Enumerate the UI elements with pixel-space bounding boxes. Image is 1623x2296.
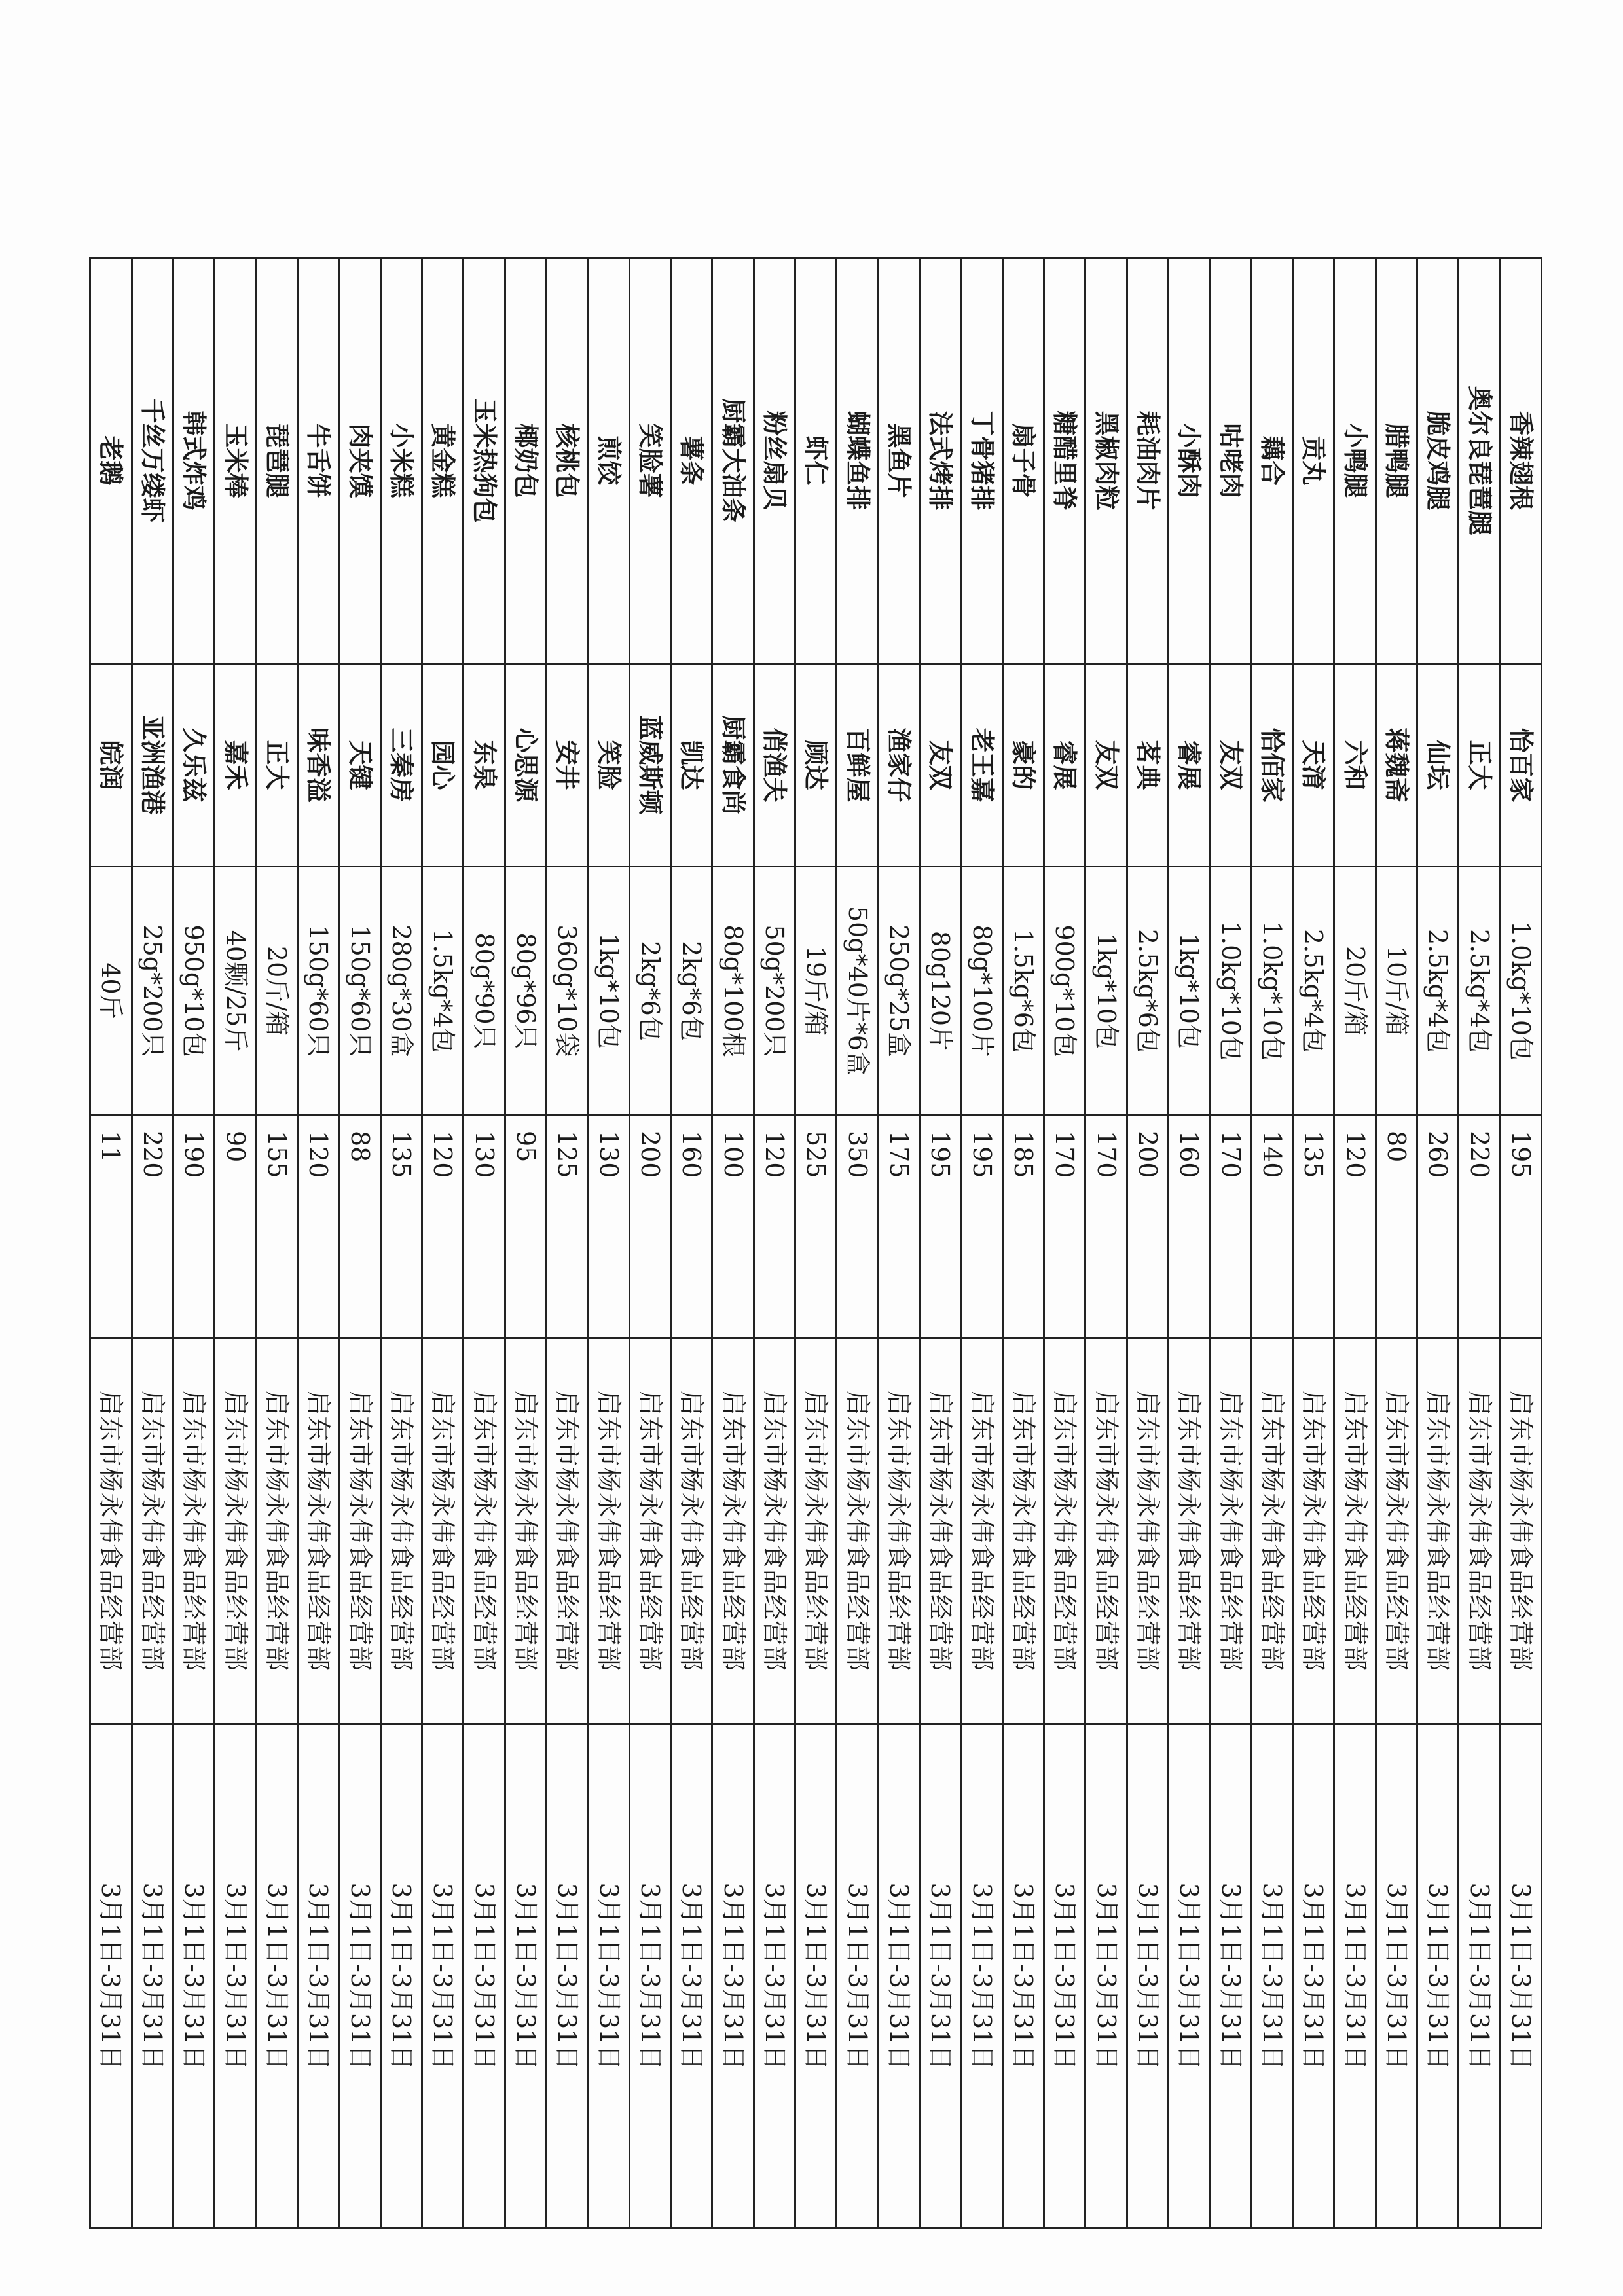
spec-cell: 2kg*6包 [629, 867, 670, 1116]
spec-cell: 1kg*10包 [588, 867, 629, 1116]
product-name-cell: 黑鱼片 [878, 258, 919, 664]
period-cell: 3月1日-3月31日 [1127, 1724, 1168, 2229]
product-name-cell: 丁骨猪排 [961, 258, 1002, 664]
product-name-cell: 厨霸大油条 [712, 258, 754, 664]
spec-cell: 50g*200只 [754, 867, 795, 1116]
seller-cell: 启东市杨永伟食品经营部 [1417, 1338, 1459, 1724]
table-row [132, 258, 173, 2229]
price-cell: 185 [1002, 1116, 1044, 1338]
seller-cell: 启东市杨永伟食品经营部 [878, 1338, 919, 1724]
table-row [1044, 258, 1085, 2229]
price-cell: 160 [671, 1116, 712, 1338]
seller-cell: 启东市杨永伟食品经营部 [1293, 1338, 1334, 1724]
brand-cell: 百鲜屋 [837, 664, 878, 867]
table-row [629, 258, 670, 2229]
seller-cell: 启东市杨永伟食品经营部 [712, 1338, 754, 1724]
brand-cell: 亚洲渔港 [132, 664, 173, 867]
spec-cell: 80g*96只 [505, 867, 546, 1116]
period-cell: 3月1日-3月31日 [298, 1724, 339, 2229]
product-name-cell: 脆皮鸡腿 [1417, 258, 1459, 664]
spec-cell: 50g*40片*6盒 [837, 867, 878, 1116]
price-cell: 80 [1376, 1116, 1417, 1338]
spec-cell: 40颗/25斤 [215, 867, 256, 1116]
period-cell: 3月1日-3月31日 [1376, 1724, 1417, 2229]
product-name-cell: 玉米棒 [215, 258, 256, 664]
product-name-cell: 椰奶包 [505, 258, 546, 664]
seller-cell: 启东市杨永伟食品经营部 [961, 1338, 1002, 1724]
brand-cell: 味香溢 [298, 664, 339, 867]
period-cell: 3月1日-3月31日 [505, 1724, 546, 2229]
price-cell: 120 [422, 1116, 464, 1338]
price-cell: 260 [1417, 1116, 1459, 1338]
brand-cell: 俏渔夫 [754, 664, 795, 867]
period-cell: 3月1日-3月31日 [671, 1724, 712, 2229]
table-row [1334, 258, 1376, 2229]
brand-cell: 蒋魏斋 [1376, 664, 1417, 867]
spec-cell: 2kg*6包 [671, 867, 712, 1116]
brand-cell: 天键 [339, 664, 380, 867]
brand-cell: 嘉禾 [215, 664, 256, 867]
brand-cell: 友双 [920, 664, 961, 867]
table-row [671, 258, 712, 2229]
table-row [754, 258, 795, 2229]
price-cell: 200 [1127, 1116, 1168, 1338]
product-name-cell: 藕合 [1251, 258, 1292, 664]
spec-cell: 150g*60只 [339, 867, 380, 1116]
brand-cell: 仙坛 [1417, 664, 1459, 867]
table-row [173, 258, 215, 2229]
seller-cell: 启东市杨永伟食品经营部 [1085, 1338, 1127, 1724]
price-cell: 120 [298, 1116, 339, 1338]
seller-cell: 启东市杨永伟食品经营部 [754, 1338, 795, 1724]
spec-cell: 280g*30盒 [380, 867, 422, 1116]
table-row [1169, 258, 1210, 2229]
period-cell: 3月1日-3月31日 [588, 1724, 629, 2229]
seller-cell: 启东市杨永伟食品经营部 [464, 1338, 505, 1724]
table-row [256, 258, 297, 2229]
price-cell: 88 [339, 1116, 380, 1338]
brand-cell: 怡百家 [1500, 664, 1541, 867]
period-cell: 3月1日-3月31日 [961, 1724, 1002, 2229]
period-cell: 3月1日-3月31日 [1459, 1724, 1500, 2229]
seller-cell: 启东市杨永伟食品经营部 [422, 1338, 464, 1724]
table-row [1459, 258, 1500, 2229]
product-name-cell: 玉米热狗包 [464, 258, 505, 664]
table-row [795, 258, 837, 2229]
brand-cell: 睿展 [1169, 664, 1210, 867]
price-table-body [90, 258, 1542, 2229]
period-cell: 3月1日-3月31日 [1500, 1724, 1541, 2229]
product-name-cell: 香辣翅根 [1500, 258, 1541, 664]
seller-cell: 启东市杨永伟食品经营部 [1500, 1338, 1541, 1724]
brand-cell: 久乐兹 [173, 664, 215, 867]
price-cell: 90 [215, 1116, 256, 1338]
period-cell: 3月1日-3月31日 [132, 1724, 173, 2229]
product-name-cell: 小米糕 [380, 258, 422, 664]
seller-cell: 启东市杨永伟食品经营部 [1044, 1338, 1085, 1724]
seller-cell: 启东市杨永伟食品经营部 [837, 1338, 878, 1724]
product-name-cell: 蝴蝶鱼排 [837, 258, 878, 664]
product-name-cell: 粉丝扇贝 [754, 258, 795, 664]
price-cell: 120 [1334, 1116, 1376, 1338]
period-cell: 3月1日-3月31日 [380, 1724, 422, 2229]
period-cell: 3月1日-3月31日 [339, 1724, 380, 2229]
table-row [837, 258, 878, 2229]
price-cell: 170 [1044, 1116, 1085, 1338]
period-cell: 3月1日-3月31日 [422, 1724, 464, 2229]
period-cell: 3月1日-3月31日 [1251, 1724, 1292, 2229]
product-name-cell: 奥尔良琵琶腿 [1459, 258, 1500, 664]
table-row [588, 258, 629, 2229]
brand-cell: 凯达 [671, 664, 712, 867]
price-cell: 220 [1459, 1116, 1500, 1338]
price-cell: 170 [1085, 1116, 1127, 1338]
brand-cell: 友双 [1210, 664, 1251, 867]
product-name-cell: 肉夹馍 [339, 258, 380, 664]
price-cell: 135 [1293, 1116, 1334, 1338]
period-cell: 3月1日-3月31日 [878, 1724, 919, 2229]
period-cell: 3月1日-3月31日 [90, 1724, 132, 2229]
spec-cell: 1kg*10包 [1169, 867, 1210, 1116]
brand-cell: 东泉 [464, 664, 505, 867]
period-cell: 3月1日-3月31日 [547, 1724, 588, 2229]
table-row [422, 258, 464, 2229]
brand-cell: 友双 [1085, 664, 1127, 867]
price-cell: 160 [1169, 1116, 1210, 1338]
seller-cell: 启东市杨永伟食品经营部 [505, 1338, 546, 1724]
spec-cell: 1.0kg*10包 [1500, 867, 1541, 1116]
seller-cell: 启东市杨永伟食品经营部 [380, 1338, 422, 1724]
period-cell: 3月1日-3月31日 [795, 1724, 837, 2229]
table-row [380, 258, 422, 2229]
table-row [547, 258, 588, 2229]
spec-cell: 900g*10包 [1044, 867, 1085, 1116]
product-name-cell: 黑椒肉粒 [1085, 258, 1127, 664]
product-name-cell: 小酥肉 [1169, 258, 1210, 664]
brand-cell: 皖润 [90, 664, 132, 867]
brand-cell: 笑脸 [588, 664, 629, 867]
product-name-cell: 咕咾肉 [1210, 258, 1251, 664]
seller-cell: 启东市杨永伟食品经营部 [1127, 1338, 1168, 1724]
table-row [712, 258, 754, 2229]
period-cell: 3月1日-3月31日 [754, 1724, 795, 2229]
brand-cell: 厨霸食尚 [712, 664, 754, 867]
spec-cell: 2.5kg*6包 [1127, 867, 1168, 1116]
spec-cell: 1kg*10包 [1085, 867, 1127, 1116]
seller-cell: 启东市杨永伟食品经营部 [173, 1338, 215, 1724]
spec-cell: 80g120片 [920, 867, 961, 1116]
price-cell: 125 [547, 1116, 588, 1338]
brand-cell: 正大 [256, 664, 297, 867]
period-cell: 3月1日-3月31日 [629, 1724, 670, 2229]
brand-cell: 正大 [1459, 664, 1500, 867]
seller-cell: 启东市杨永伟食品经营部 [1169, 1338, 1210, 1724]
period-cell: 3月1日-3月31日 [712, 1724, 754, 2229]
price-cell: 525 [795, 1116, 837, 1338]
spec-cell: 80g*100根 [712, 867, 754, 1116]
table-row [1500, 258, 1541, 2229]
price-cell: 100 [712, 1116, 754, 1338]
product-name-cell: 牛舌饼 [298, 258, 339, 664]
price-cell: 95 [505, 1116, 546, 1338]
spec-cell: 150g*60只 [298, 867, 339, 1116]
price-cell: 175 [878, 1116, 919, 1338]
spec-cell: 19斤/箱 [795, 867, 837, 1116]
period-cell: 3月1日-3月31日 [464, 1724, 505, 2229]
spec-cell: 80g*90只 [464, 867, 505, 1116]
seller-cell: 启东市杨永伟食品经营部 [339, 1338, 380, 1724]
price-cell: 135 [380, 1116, 422, 1338]
brand-cell: 茗典 [1127, 664, 1168, 867]
period-cell: 3月1日-3月31日 [1044, 1724, 1085, 2229]
seller-cell: 启东市杨永伟食品经营部 [256, 1338, 297, 1724]
product-name-cell: 扇子骨 [1002, 258, 1044, 664]
price-cell: 195 [920, 1116, 961, 1338]
product-name-cell: 腊鸭腿 [1376, 258, 1417, 664]
spec-cell: 1.5kg*6包 [1002, 867, 1044, 1116]
brand-cell: 恰佰家 [1251, 664, 1292, 867]
period-cell: 3月1日-3月31日 [1002, 1724, 1044, 2229]
spec-cell: 1.0kg*10包 [1210, 867, 1251, 1116]
spec-cell: 25g*200只 [132, 867, 173, 1116]
product-name-cell: 虾仁 [795, 258, 837, 664]
price-cell: 140 [1251, 1116, 1292, 1338]
spec-cell: 10斤/箱 [1376, 867, 1417, 1116]
product-name-cell: 贡丸 [1293, 258, 1334, 664]
spec-cell: 2.5kg*4包 [1417, 867, 1459, 1116]
spec-cell: 40斤 [90, 867, 132, 1116]
table-row [1293, 258, 1334, 2229]
brand-cell: 豪的 [1002, 664, 1044, 867]
seller-cell: 启东市杨永伟食品经营部 [298, 1338, 339, 1724]
price-cell: 170 [1210, 1116, 1251, 1338]
table-row [961, 258, 1002, 2229]
seller-cell: 启东市杨永伟食品经营部 [795, 1338, 837, 1724]
product-name-cell: 韩式炸鸡 [173, 258, 215, 664]
table-row [1002, 258, 1044, 2229]
brand-cell: 天淯 [1293, 664, 1334, 867]
price-cell: 195 [1500, 1116, 1541, 1338]
seller-cell: 启东市杨永伟食品经营部 [547, 1338, 588, 1724]
product-name-cell: 薯条 [671, 258, 712, 664]
brand-cell: 渔家仔 [878, 664, 919, 867]
seller-cell: 启东市杨永伟食品经营部 [1376, 1338, 1417, 1724]
table-row [1417, 258, 1459, 2229]
period-cell: 3月1日-3月31日 [1085, 1724, 1127, 2229]
price-cell: 11 [90, 1116, 132, 1338]
seller-cell: 启东市杨永伟食品经营部 [1459, 1338, 1500, 1724]
table-row [1127, 258, 1168, 2229]
product-name-cell: 核桃包 [547, 258, 588, 664]
price-cell: 350 [837, 1116, 878, 1338]
period-cell: 3月1日-3月31日 [1210, 1724, 1251, 2229]
table-row [920, 258, 961, 2229]
brand-cell: 三秦房 [380, 664, 422, 867]
seller-cell: 启东市杨永伟食品经营部 [671, 1338, 712, 1724]
table-row [298, 258, 339, 2229]
table-row [464, 258, 505, 2229]
period-cell: 3月1日-3月31日 [173, 1724, 215, 2229]
table-row [1376, 258, 1417, 2229]
price-table-rotated [89, 257, 1542, 2227]
table-row [878, 258, 919, 2229]
seller-cell: 启东市杨永伟食品经营部 [629, 1338, 670, 1724]
product-name-cell: 小鸭腿 [1334, 258, 1376, 664]
price-cell: 200 [629, 1116, 670, 1338]
product-name-cell: 老鹅 [90, 258, 132, 664]
spec-cell: 2.5kg*4包 [1459, 867, 1500, 1116]
table-row [1210, 258, 1251, 2229]
brand-cell: 园心 [422, 664, 464, 867]
spec-cell: 950g*10包 [173, 867, 215, 1116]
seller-cell: 启东市杨永伟食品经营部 [1251, 1338, 1292, 1724]
period-cell: 3月1日-3月31日 [1293, 1724, 1334, 2229]
brand-cell: 蓝威斯顿 [629, 664, 670, 867]
price-table [89, 257, 1542, 2229]
seller-cell: 启东市杨永伟食品经营部 [1210, 1338, 1251, 1724]
table-row [1251, 258, 1292, 2229]
brand-cell: 顾达 [795, 664, 837, 867]
product-name-cell: 千丝万缕虾 [132, 258, 173, 664]
period-cell: 3月1日-3月31日 [837, 1724, 878, 2229]
product-name-cell: 黄金糕 [422, 258, 464, 664]
table-row [1085, 258, 1127, 2229]
seller-cell: 启东市杨永伟食品经营部 [215, 1338, 256, 1724]
seller-cell: 启东市杨永伟食品经营部 [132, 1338, 173, 1724]
price-cell: 190 [173, 1116, 215, 1338]
period-cell: 3月1日-3月31日 [256, 1724, 297, 2229]
product-name-cell: 糖醋里脊 [1044, 258, 1085, 664]
seller-cell: 启东市杨永伟食品经营部 [90, 1338, 132, 1724]
price-cell: 130 [464, 1116, 505, 1338]
seller-cell: 启东市杨永伟食品经营部 [1334, 1338, 1376, 1724]
period-cell: 3月1日-3月31日 [1417, 1724, 1459, 2229]
table-row [505, 258, 546, 2229]
period-cell: 3月1日-3月31日 [1169, 1724, 1210, 2229]
product-name-cell: 煎饺 [588, 258, 629, 664]
spec-cell: 80g*100片 [961, 867, 1002, 1116]
price-cell: 220 [132, 1116, 173, 1338]
spec-cell: 250g*25盒 [878, 867, 919, 1116]
price-cell: 120 [754, 1116, 795, 1338]
brand-cell: 安井 [547, 664, 588, 867]
price-cell: 130 [588, 1116, 629, 1338]
price-cell: 195 [961, 1116, 1002, 1338]
period-cell: 3月1日-3月31日 [1334, 1724, 1376, 2229]
product-name-cell: 笑脸薯 [629, 258, 670, 664]
spec-cell: 1.0kg*10包 [1251, 867, 1292, 1116]
spec-cell: 2.5kg*4包 [1293, 867, 1334, 1116]
product-name-cell: 法式烤排 [920, 258, 961, 664]
product-name-cell: 耗油肉片 [1127, 258, 1168, 664]
brand-cell: 心思源 [505, 664, 546, 867]
brand-cell: 六和 [1334, 664, 1376, 867]
product-name-cell: 琵琶腿 [256, 258, 297, 664]
table-row [339, 258, 380, 2229]
spec-cell: 360g*10袋 [547, 867, 588, 1116]
period-cell: 3月1日-3月31日 [920, 1724, 961, 2229]
price-cell: 155 [256, 1116, 297, 1338]
spec-cell: 20斤/箱 [256, 867, 297, 1116]
seller-cell: 启东市杨永伟食品经营部 [920, 1338, 961, 1724]
seller-cell: 启东市杨永伟食品经营部 [588, 1338, 629, 1724]
brand-cell: 老王嘉 [961, 664, 1002, 867]
spec-cell: 1.5kg*4包 [422, 867, 464, 1116]
period-cell: 3月1日-3月31日 [215, 1724, 256, 2229]
table-row [90, 258, 132, 2229]
seller-cell: 启东市杨永伟食品经营部 [1002, 1338, 1044, 1724]
table-row [215, 258, 256, 2229]
brand-cell: 睿展 [1044, 664, 1085, 867]
spec-cell: 20斤/箱 [1334, 867, 1376, 1116]
